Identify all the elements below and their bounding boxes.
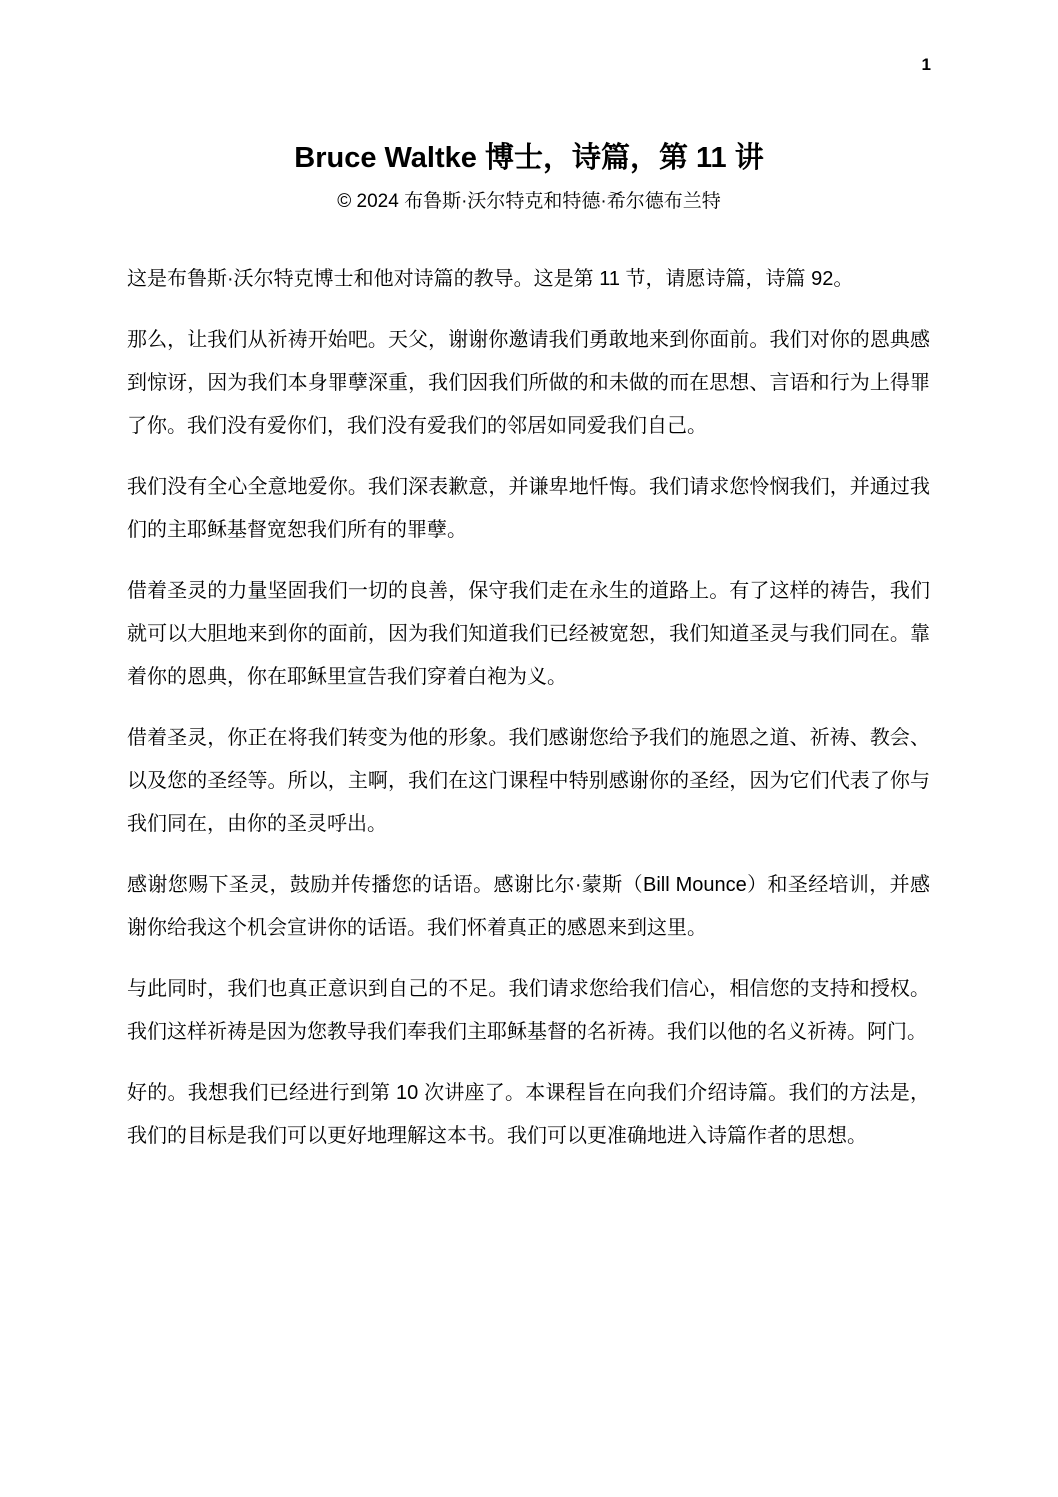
- paragraph-lecture-start: 好的。我想我们已经进行到第 10 次讲座了。本课程旨在向我们介绍诗篇。我们的方法是，我们的目标是我们可以更好地理解这本书。我们可以更准确地进入诗篇作者的思想。: [127, 1082, 930, 1148]
- paragraph-thanksgiving-means-of-grace: 借着圣灵，你正在将我们转变为他的形象。我们感谢您给予我们的施恩之道、祈祷、教会、以及您的圣经等。所以，主啊，我们在这门课程中特别感谢你的圣经，因为它们代表了你与我们同在，由你的圣灵呼出。: [127, 727, 930, 836]
- document-body: [127, 258, 930, 1158]
- page-number: 1: [921, 55, 931, 74]
- paragraph-confession: 我们没有全心全意地爱你。我们深表歉意，并谦卑地忏悔。我们请求您怜悯我们，并通过我们的主耶稣基督宽恕我们所有的罪孽。: [127, 476, 930, 542]
- paragraph-petition: 借着圣灵的力量坚固我们一切的良善，保守我们走在永生的道路上。有了这样的祷告，我们就可以大胆地来到你的面前，因为我们知道我们已经被宽恕，我们知道圣灵与我们同在。靠着你的恩典，你在耶稣里宣告我们穿着白袍为义。: [127, 580, 930, 689]
- paragraph-prayer-closing: 与此同时，我们也真正意识到自己的不足。我们请求您给我们信心，相信您的支持和授权。我们这样祈祷是因为您教导我们奉我们主耶稣基督的名祈祷。我们以他的名义祈祷。阿门。: [127, 978, 930, 1044]
- paragraph-intro: 这是布鲁斯·沃尔特克博士和他对诗篇的教导。这是第 11 节，请愿诗篇，诗篇 92。: [127, 268, 854, 291]
- document-title: Bruce Waltke 博士，诗篇，第 11 讲: [294, 142, 764, 174]
- copyright-line: © 2024 布鲁斯·沃尔特克和特德·希尔德布兰特: [337, 190, 721, 212]
- paragraph-thanksgiving-bill-mounce: 感谢您赐下圣灵，鼓励并传播您的话语。感谢比尔·蒙斯（Bill Mounce）和圣经培训，并感谢你给我这个机会宣讲你的话语。我们怀着真正的感恩来到这里。: [127, 874, 930, 940]
- paragraph-prayer-opening: 那么，让我们从祈祷开始吧。天父，谢谢你邀请我们勇敢地来到你面前。我们对你的恩典感到惊讶，因为我们本身罪孽深重，我们因我们所做的和未做的而在思想、言语和行为上得罪了你。我们没有爱你们，我们没有爱我们的邻居如同爱我们自己。: [127, 329, 930, 438]
